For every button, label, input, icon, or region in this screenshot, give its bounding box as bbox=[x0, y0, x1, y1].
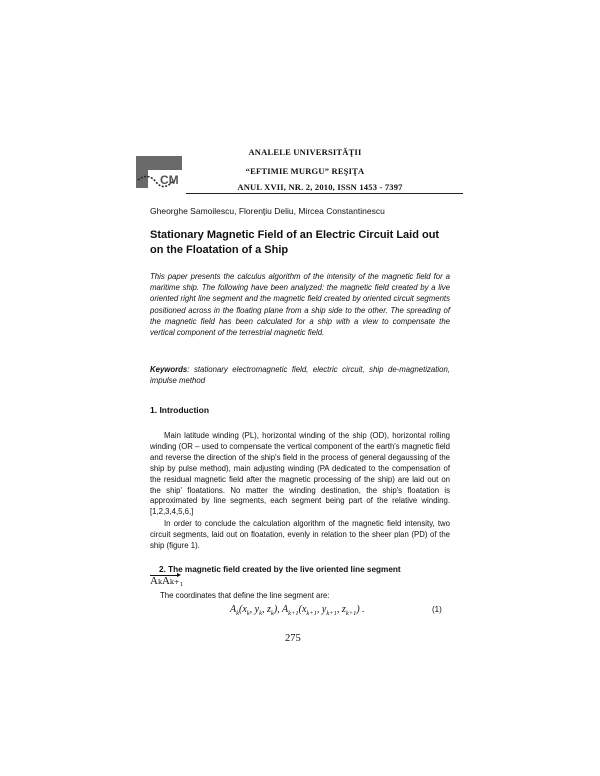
paragraph-1-text: Main latitude winding (PL), horizontal winding of the ship (OD), horizontal rolling winding (OR – used to compensate the vertical component of the earth's magnetic field and reverse the direction of the ship's field in the process of general degaussing of the ship by pulse method), main adjusting winding (PA dedicated to the compensation of the residual magnetic field after the magnetic processing of the ship) are laid out on the ship' floatations. No matter the winding destination, the ship's floatation is approximated by line segments, each segment being part of the relative winding.[1,2,3,4,5,6,] bbox=[150, 431, 450, 517]
header-rule bbox=[186, 193, 463, 194]
journal-name-line1: ANALELE UNIVERSITĂŢII bbox=[248, 147, 362, 157]
keywords-label: Keywords bbox=[150, 365, 188, 374]
vector-arrow bbox=[150, 575, 178, 576]
coordinates-text: The coordinates that define the line segment are: bbox=[160, 591, 330, 600]
authors: Gheorghe Samoilescu, Florenţiu Deliu, Mircea Constantinescu bbox=[150, 206, 385, 216]
keywords bbox=[150, 364, 450, 386]
equation-number: (1) bbox=[432, 605, 442, 614]
paper-title: Stationary Magnetic Field of an Electric Circuit Laid out on the Floatation of a Ship bbox=[150, 229, 440, 256]
equation-1: $A_k(x_k$, $y_k$, $z_k$), $A_{k+1}(x_{k+1}$, $y_{k+1}$, $z_{k+1}$) . bbox=[230, 604, 365, 617]
abstract: This paper presents the calculus algorithm of the intensity of the magnetic field for a maritime ship. The following have been analyzed: the magnetic field created by a live oriented right line segment and the magnetic field created by oriented circuit segments positioned across in the floating plane from a ship side to the other. The spreading of the magnetic field has been calculated for a ship with a view to compensate the vertical component of the terrestrial magnetic field. bbox=[150, 272, 450, 338]
section-heading-introduction: 1. Introduction bbox=[150, 405, 210, 415]
keywords-text: : stationary electromagnetic field, electric circuit, ship de-magnetization, impulse method bbox=[150, 365, 450, 386]
svg-text:CM: CM bbox=[160, 173, 179, 187]
paragraph-2 bbox=[150, 519, 450, 552]
paragraph-1 bbox=[150, 431, 450, 518]
page-number: 275 bbox=[285, 633, 301, 644]
segment-label: AₖAₖ₊₁ bbox=[150, 575, 184, 587]
journal-logo bbox=[134, 154, 184, 192]
section-heading-magnetic-field: 2. The magnetic field created by the live oriented line segment bbox=[159, 565, 401, 574]
journal-issue-line: ANUL XVII, NR. 2, 2010, ISSN 1453 - 7397 bbox=[237, 182, 403, 192]
journal-name-line2: “EFTIMIE MURGU” REŞIŢA bbox=[245, 166, 365, 176]
paragraph-2-text: In order to conclude the calculation algorithm of the magnetic field intensity, two circuit segments, laid out on floatation, evenly in relation to the sheer plan (PD) of the ship (figure 1). bbox=[150, 519, 450, 550]
